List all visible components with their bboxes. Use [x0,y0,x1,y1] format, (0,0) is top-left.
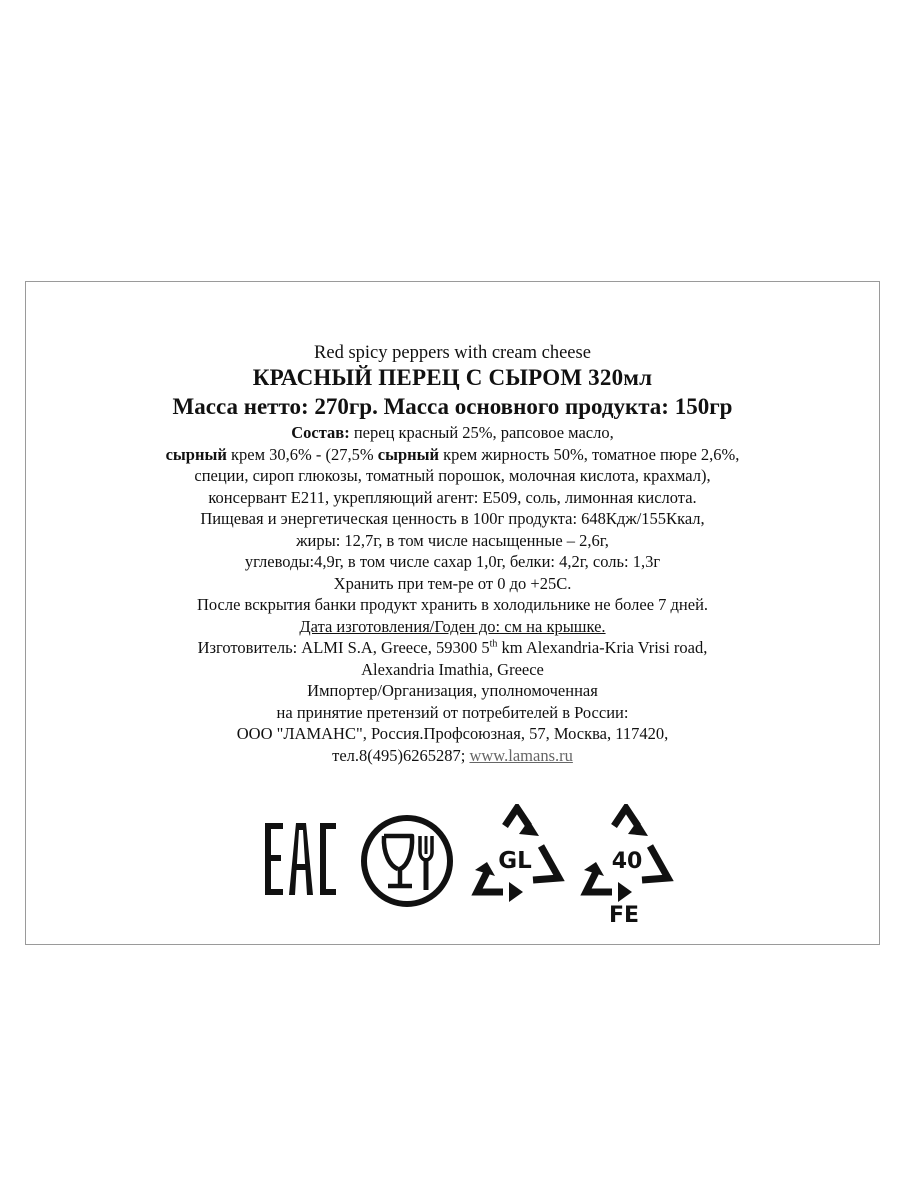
importer-line-2: на принятие претензий от потребителей в России: [276,702,629,722]
composition-text-1: перец красный 25%, рапсовое масло, [349,423,614,442]
recycle-glass-code: GL [498,848,532,874]
manufacturer-line-2: Alexandria Imathia, Greece [361,659,544,679]
storage-line-2: После вскрытия банки продукт хранить в холодильнике не более 7 дней. [196,595,709,614]
recycle-steel-material: FE [608,903,640,928]
nutrition-line-2: жиры: 12,7г, в том числе насыщенные – 2,6г, [296,530,609,550]
manufacturer-text-1a: Изготовитель: ALMI S.A, Greece, 59300 5 [197,638,490,657]
recycle-glass-icon [467,804,567,904]
nutrition-line-3: углеводы:4,9г, в том числе сахар 1,0г, белки: 4,2г, соль: 1,3г [244,552,661,571]
importer-contact-line [26,745,879,767]
composition-text-2b: крем жирность 50%, томатное пюре 2,6%, [439,444,740,464]
certification-icons [26,804,879,929]
food-contact-glass-fork-icon [360,814,454,908]
composition-line-2 [26,444,879,466]
composition-line-1 [26,422,879,444]
product-label [25,281,880,945]
product-title: КРАСНЫЙ ПЕРЕЦ С СЫРОМ 320мл [252,365,653,390]
recycle-steel-code: 40 [611,849,643,874]
manufacturer-sup: th [489,638,498,650]
nutrition-line-1: Пищевая и энергетическая ценность в 100г продукта: 648Кдж/155Ккал, [200,509,705,528]
composition-bold-b: сырный [377,444,440,464]
manufacturer-line-1 [26,637,879,659]
website-link[interactable]: www.lamans.ru [469,745,573,765]
storage-line-3: Дата изготовления/Годен до: см на крышке. [299,616,606,636]
composition-label: Состав: [291,423,350,442]
mass-line: Масса нетто: 270гр. Масса основного продукта: 150гр [172,394,733,419]
composition-line-3: специи, сироп глюкозы, томатный порошок, молочная кислота, крахмал), [194,466,711,485]
composition-bold-a: сырный [165,444,227,464]
eac-mark-icon [264,822,338,896]
storage-line-1: Хранить при тем-ре от 0 до +25С. [333,573,572,593]
label-text-block [26,342,879,766]
importer-line-1: Импортер/Организация, уполномоченная [307,681,598,700]
importer-line-3: ООО "ЛАМАНС", Россия.Профсоюзная, 57, Москва, 117420, [236,724,669,743]
composition-line-4: консервант Е211, укрепляющий агент: Е509, соль, лимонная кислота. [208,487,697,507]
composition-text-2a: крем 30,6% - (27,5% [226,444,378,464]
importer-phone: тел.8(495)6265287; [332,745,470,765]
recycle-steel-icon [576,804,676,929]
product-subtitle-en: Red spicy peppers with cream cheese [314,343,591,363]
manufacturer-text-1b: km Alexandria-Kria Vrisi road, [497,638,708,657]
